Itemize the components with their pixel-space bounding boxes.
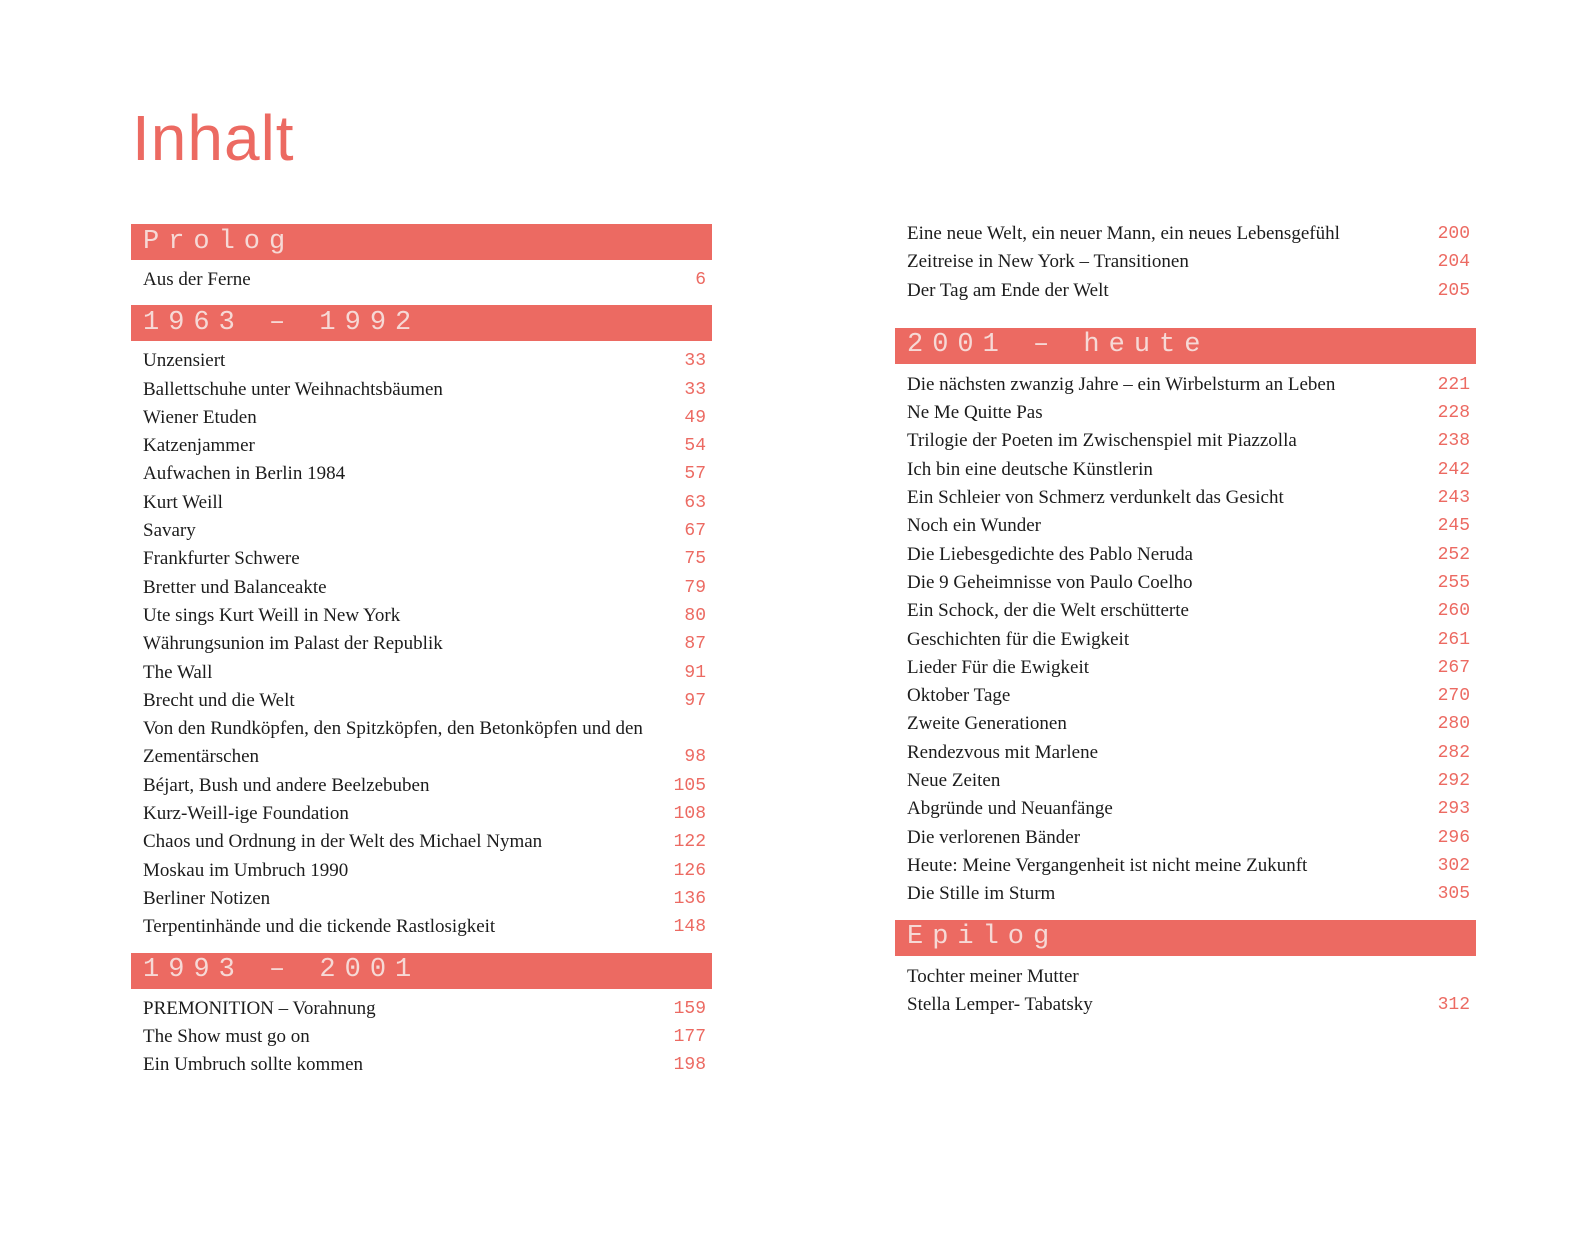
entry-page-number: 260	[1437, 601, 1470, 622]
entry-page-number: 49	[684, 407, 706, 428]
entry-title: PREMONITION – Vorahnung	[143, 997, 376, 1019]
entry-title: Aus der Ferne	[143, 269, 251, 290]
entry-page-number: 296	[1437, 827, 1470, 848]
toc-entry[interactable]	[131, 1051, 712, 1079]
toc-entry[interactable]	[131, 545, 712, 573]
entry-page-number: 87	[684, 634, 706, 655]
toc-entry[interactable]	[131, 715, 712, 772]
entry-title: Eine neue Welt, ein neuer Mann, ein neues Lebensgefühl	[907, 223, 1340, 244]
entry-title: Unzensiert	[143, 350, 226, 372]
toc-entry[interactable]	[895, 597, 1476, 625]
toc-entry[interactable]	[895, 399, 1476, 427]
entry-title: Ute sings Kurt Weill in New York	[143, 604, 401, 626]
section-entries	[131, 266, 712, 294]
entry-title: Terpentinhände und die tickende Rastlosigkeit	[143, 916, 496, 938]
toc-entry[interactable]	[131, 687, 712, 715]
entry-title: Moskau im Umbruch 1990	[143, 859, 349, 881]
entry-title: Kurt Weill	[143, 491, 223, 513]
entry-title: Ein Schleier von Schmerz verdunkelt das Gesicht	[907, 487, 1284, 509]
entry-page-number: 312	[1437, 994, 1470, 1015]
entry-title: Ne Me Quitte Pas	[907, 402, 1043, 424]
entry-page-number: 91	[684, 662, 706, 683]
section-heading: 1963 – 1992	[131, 305, 712, 341]
toc-entry[interactable]	[131, 517, 712, 545]
entry-title: Zweite Generationen	[907, 713, 1067, 735]
entry-title: Die nächsten zwanzig Jahre – ein Wirbelsturm an Leben	[907, 373, 1336, 395]
entry-title: The Wall	[143, 661, 213, 683]
entry-page-number: 136	[673, 888, 706, 909]
toc-entry[interactable]	[895, 963, 1476, 991]
entry-title: Lieder Für die Ewigkeit	[907, 656, 1090, 678]
entry-page-number: 270	[1437, 686, 1470, 707]
entry-title: Heute: Meine Vergangenheit ist nicht meine Zukunft	[907, 854, 1308, 876]
entry-page-number: 97	[684, 690, 706, 711]
toc-entry[interactable]	[131, 347, 712, 375]
entry-title: Oktober Tage	[907, 685, 1011, 707]
continued-entries	[895, 220, 1476, 305]
entry-title: Die 9 Geheimnisse von Paulo Coelho	[907, 571, 1193, 593]
entry-page-number: 245	[1437, 516, 1470, 537]
toc-entry[interactable]	[895, 880, 1476, 908]
entry-page-number: 80	[684, 605, 706, 626]
section-entries	[895, 371, 1476, 909]
toc-entry[interactable]	[895, 512, 1476, 540]
entry-page-number: 302	[1437, 855, 1470, 876]
entry-page-number: 200	[1437, 224, 1470, 244]
entry-page-number: 33	[684, 379, 706, 400]
toc-entry[interactable]	[895, 991, 1476, 1019]
entry-title: Béjart, Bush und andere Beelzebuben	[143, 774, 430, 796]
toc-entry[interactable]	[895, 795, 1476, 823]
toc-entry[interactable]	[131, 913, 712, 941]
section-heading: 2001 – heute	[895, 328, 1476, 364]
entry-page-number: 205	[1437, 280, 1470, 301]
entry-page-number: 261	[1437, 629, 1470, 650]
entry-page-number: 6	[695, 270, 706, 290]
entry-page-number: 267	[1437, 657, 1470, 678]
entry-page-number: 67	[684, 521, 706, 542]
entry-title: Frankfurter Schwere	[143, 548, 300, 570]
entry-title: Trilogie der Poeten im Zwischenspiel mit Piazzolla	[907, 430, 1297, 452]
entry-title: Ich bin eine deutsche Künstlerin	[907, 458, 1153, 480]
entry-page-number: 280	[1437, 714, 1470, 735]
entry-page-number: 63	[684, 492, 706, 513]
toc-entry[interactable]	[131, 602, 712, 630]
toc-entry[interactable]	[131, 800, 712, 828]
section-heading: 1993 – 2001	[131, 953, 712, 989]
toc-entry[interactable]	[895, 248, 1476, 276]
section-entries	[131, 995, 712, 1080]
toc-entry[interactable]	[895, 456, 1476, 484]
toc-entry[interactable]	[895, 541, 1476, 569]
toc-right-column	[895, 220, 1476, 1030]
toc-entry[interactable]	[895, 371, 1476, 399]
toc-entry[interactable]	[895, 682, 1476, 710]
entry-title: Katzenjammer	[143, 435, 255, 457]
entry-page-number: 238	[1437, 431, 1470, 452]
entry-page-number: 204	[1437, 252, 1470, 273]
toc-entry[interactable]	[895, 767, 1476, 795]
entry-page-number: 126	[673, 860, 706, 881]
toc-section	[131, 953, 712, 1080]
entry-title: Wiener Etuden	[143, 406, 257, 428]
entry-page-number: 198	[673, 1055, 706, 1076]
toc-entry[interactable]	[131, 460, 712, 488]
entry-page-number: 221	[1437, 374, 1470, 395]
entry-title: Brecht und die Welt	[143, 689, 295, 711]
entry-page-number: 242	[1437, 459, 1470, 480]
toc-entry[interactable]	[895, 569, 1476, 597]
entry-page-number: 255	[1437, 572, 1470, 593]
entry-page-number: 57	[684, 464, 706, 485]
toc-entry[interactable]	[895, 626, 1476, 654]
entry-page-number: 79	[684, 577, 706, 598]
entry-page-number: 252	[1437, 544, 1470, 565]
entry-page-number: 98	[684, 747, 706, 768]
entry-title: Chaos und Ordnung in der Welt des Michael Nyman	[143, 831, 543, 853]
page-title: Inhalt	[132, 102, 295, 174]
toc-entry[interactable]	[895, 654, 1476, 682]
toc-left-column	[131, 224, 712, 1090]
entry-title: Die Stille im Sturm	[907, 883, 1056, 905]
entry-title: Abgründe und Neuanfänge	[907, 798, 1113, 820]
entry-title: Bretter und Balanceakte	[143, 576, 327, 598]
entry-title: Savary	[143, 520, 196, 542]
section-heading: Prolog	[131, 224, 712, 260]
entry-title: Ballettschuhe unter Weihnachtsbäumen	[143, 378, 443, 400]
entry-page-number: 148	[673, 917, 706, 938]
toc-entry[interactable]	[895, 484, 1476, 512]
toc-entry[interactable]	[131, 828, 712, 856]
entry-page-number: 293	[1437, 799, 1470, 820]
entry-page-number: 108	[673, 804, 706, 825]
entry-page-number: 282	[1437, 742, 1470, 763]
toc-entry[interactable]	[131, 857, 712, 885]
entry-page-number: 159	[673, 998, 706, 1019]
entry-title: Stella Lemper- Tabatsky	[907, 993, 1093, 1015]
entry-title: Geschichten für die Ewigkeit	[907, 628, 1130, 650]
toc-entry[interactable]	[895, 710, 1476, 738]
entry-title: Von den Rundköpfen, den Spitzköpfen, den Betonköpfen und den Zementärschen	[143, 718, 643, 768]
toc-entry[interactable]	[131, 266, 712, 294]
section-entries	[895, 963, 1476, 1020]
entry-page-number: 177	[673, 1026, 706, 1047]
entry-title: Rendezvous mit Marlene	[907, 741, 1099, 763]
toc-entry[interactable]	[895, 824, 1476, 852]
entry-page-number: 54	[684, 436, 706, 457]
toc-entry[interactable]	[131, 404, 712, 432]
toc-entry[interactable]	[895, 739, 1476, 767]
toc-entry[interactable]	[895, 277, 1476, 305]
entry-title: The Show must go on	[143, 1025, 310, 1047]
entry-title: Neue Zeiten	[907, 770, 1001, 792]
section-entries	[131, 347, 712, 941]
entry-page-number: 33	[684, 351, 706, 372]
entry-title: Tochter meiner Mutter	[907, 965, 1079, 987]
toc-section	[131, 224, 712, 294]
toc-entry[interactable]	[131, 885, 712, 913]
toc-entry[interactable]	[895, 852, 1476, 880]
toc-entry[interactable]	[895, 427, 1476, 455]
toc-entry[interactable]	[131, 376, 712, 404]
entry-page-number: 305	[1437, 884, 1470, 905]
entry-page-number: 292	[1437, 771, 1470, 792]
toc-section	[895, 920, 1476, 1020]
entry-page-number: 75	[684, 549, 706, 570]
toc-entry[interactable]	[131, 659, 712, 687]
toc-entry[interactable]	[131, 772, 712, 800]
toc-entry[interactable]	[131, 630, 712, 658]
entry-page-number: 228	[1437, 403, 1470, 424]
entry-page-number: 105	[673, 775, 706, 796]
toc-section	[895, 328, 1476, 909]
toc-entry[interactable]	[131, 574, 712, 602]
entry-title: Die verlorenen Bänder	[907, 826, 1081, 848]
toc-entry[interactable]	[895, 220, 1476, 248]
entry-page-number: 122	[673, 832, 706, 853]
entry-page-number: 243	[1437, 488, 1470, 509]
toc-entry[interactable]	[131, 1023, 712, 1051]
section-heading: Epilog	[895, 920, 1476, 956]
entry-title: Der Tag am Ende der Welt	[907, 279, 1109, 301]
entry-title: Noch ein Wunder	[907, 515, 1041, 537]
entry-title: Währungsunion im Palast der Republik	[143, 633, 443, 655]
toc-entry[interactable]	[131, 432, 712, 460]
toc-entry[interactable]	[131, 995, 712, 1023]
entry-title: Ein Schock, der die Welt erschütterte	[907, 600, 1189, 622]
entry-title: Berliner Notizen	[143, 887, 271, 909]
entry-title: Die Liebesgedichte des Pablo Neruda	[907, 543, 1193, 565]
toc-section	[131, 305, 712, 941]
entry-title: Kurz-Weill-ige Foundation	[143, 803, 349, 825]
entry-title: Zeitreise in New York – Transitionen	[907, 251, 1189, 273]
entry-title: Aufwachen in Berlin 1984	[143, 463, 346, 485]
entry-title: Ein Umbruch sollte kommen	[143, 1054, 364, 1076]
toc-entry[interactable]	[131, 489, 712, 517]
